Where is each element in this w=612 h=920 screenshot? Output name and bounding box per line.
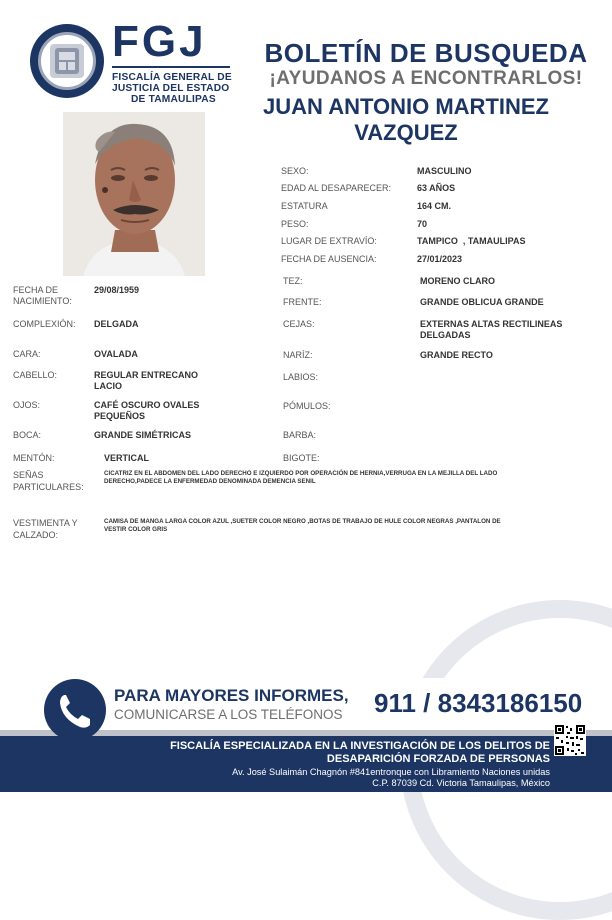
- complexion-value: DELGADA: [94, 319, 139, 329]
- marks-text-line1: CICATRIZ EN EL ABDOMEN DEL LADO DERECHO E IZQUIERDO POR OPERACIÓN DE HERNIA,VERRUGA EN LA MEJILLA DEL LADO: [104, 470, 498, 477]
- agency-address: [150, 767, 550, 789]
- skin-value: MORENO CLARO: [420, 276, 495, 286]
- height-label: ESTATURA: [281, 201, 328, 211]
- location-value: TAMPICO , TAMAULIPAS: [417, 236, 526, 246]
- agency-name: [150, 740, 550, 766]
- address-line2: C.P. 87039 Cd. Victoria Tamaulipas, México: [372, 778, 550, 788]
- eyes-value: CAFÉ OSCURO OVALES PEQUEÑOS: [94, 400, 200, 421]
- weight-label: PESO:: [281, 219, 309, 229]
- absence-date-label: FECHA DE AUSENCIA:: [281, 254, 377, 264]
- qr-code: [554, 724, 586, 756]
- eyes-label: OJOS:: [13, 400, 41, 410]
- location-label: LUGAR DE EXTRAVÍO:: [281, 236, 377, 246]
- wordmark-divider: [112, 66, 230, 68]
- sex-label: SEXO:: [281, 166, 309, 176]
- clothing-text-line2: VESTIR COLOR GRIS: [104, 526, 168, 533]
- agency-name-line2: DESAPARICIÓN FORZADA DE PERSONAS: [326, 753, 550, 765]
- person-name-line2: VAZQUEZ: [354, 120, 458, 145]
- marks-label-line2: PARTICULARES:: [13, 482, 84, 492]
- brows-label: CEJAS:: [283, 319, 315, 329]
- bulletin-subtitle: ¡AYUDANOS A ENCONTRARLOS!: [269, 68, 583, 89]
- age-label: EDAD AL DESAPARECER:: [281, 183, 392, 193]
- more-info-title: PARA MAYORES INFORMES,: [114, 686, 349, 705]
- lips-label: LABIOS:: [283, 372, 319, 382]
- mouth-label: BOCA:: [13, 430, 42, 440]
- beard-label: BARBA:: [283, 430, 317, 440]
- phone-icon: [44, 679, 106, 741]
- face-value: OVALADA: [94, 349, 138, 359]
- state-seal-icon: [50, 44, 84, 78]
- skin-label: TEZ:: [283, 276, 303, 286]
- chin-value: VERTICAL: [104, 453, 149, 463]
- clothing-text-line1: CAMISA DE MANGA LARGA COLOR AZUL ,SUETER COLOR NEGRO ,BOTAS DE TRABAJO DE HULE COLOR NEGRAS ,PANTALON DE: [104, 518, 501, 525]
- chin-label: MENTÓN:: [13, 453, 55, 463]
- marks-label-line1: SEÑAS: [13, 470, 44, 480]
- age-value: 63 AÑOS: [417, 183, 456, 193]
- clothing-label-line1: VESTIMENTA Y: [13, 518, 78, 528]
- weight-value: 70: [417, 219, 428, 229]
- brows-value: EXTERNAS ALTAS RECTILINEAS DELGADAS: [420, 319, 563, 340]
- sex-value: MASCULINO: [417, 166, 472, 176]
- hair-label: CABELLO:: [13, 370, 58, 380]
- address-line1: Av. José Sulaimán Chagnón #841entronque con Libramiento Naciones unidas: [232, 767, 550, 777]
- clothing-label-line2: CALZADO:: [13, 530, 59, 540]
- fgj-wordmark: FGJ: [112, 17, 207, 66]
- forehead-label: FRENTE:: [283, 297, 322, 307]
- mouth-value: GRANDE SIMÉTRICAS: [94, 430, 192, 440]
- height-value: 164 CM.: [417, 201, 452, 211]
- face-label: CARA:: [13, 349, 41, 359]
- cheekbones-label: PÓMULOS:: [283, 401, 331, 411]
- hair-value: REGULAR ENTRECANO LACIO: [94, 370, 199, 391]
- more-info-subtitle: COMUNICARSE A LOS TELÉFONOS: [114, 707, 343, 722]
- nose-label: NARÍZ:: [283, 350, 313, 360]
- org-name-line1: FISCALÍA GENERAL DE: [112, 72, 232, 83]
- org-name-line3: DE TAMAULIPAS: [131, 94, 216, 105]
- person-photo: [63, 112, 205, 276]
- nose-value: GRANDE RECTO: [420, 350, 493, 360]
- birth-date-label: FECHA DE NACIMIENTO:: [13, 285, 72, 306]
- absence-date-value: 27/01/2023: [417, 254, 463, 264]
- phone-number: 911 / 8343186150: [374, 688, 583, 718]
- complexion-label: COMPLEXIÓN:: [13, 319, 76, 329]
- marks-text-line2: DERECHO,PADECE LA ENFERMEDAD DENOMINADA DEMENCIA SENIL: [104, 478, 316, 485]
- agency-name-line1: FISCALÍA ESPECIALIZADA EN LA INVESTIGACIÓN DE LOS DELITOS DE: [170, 740, 550, 752]
- birth-date-value: 29/08/1959: [94, 285, 140, 295]
- forehead-value: GRANDE OBLICUA GRANDE: [420, 297, 544, 307]
- person-name-line1: JUAN ANTONIO MARTINEZ: [263, 94, 549, 119]
- bulletin-title: BOLETÍN DE BUSQUEDA: [264, 38, 588, 68]
- mustache-label: BIGOTE:: [283, 453, 320, 463]
- person-name: [236, 94, 576, 146]
- org-name-line2: JUSTICIA DEL ESTADO: [112, 83, 230, 94]
